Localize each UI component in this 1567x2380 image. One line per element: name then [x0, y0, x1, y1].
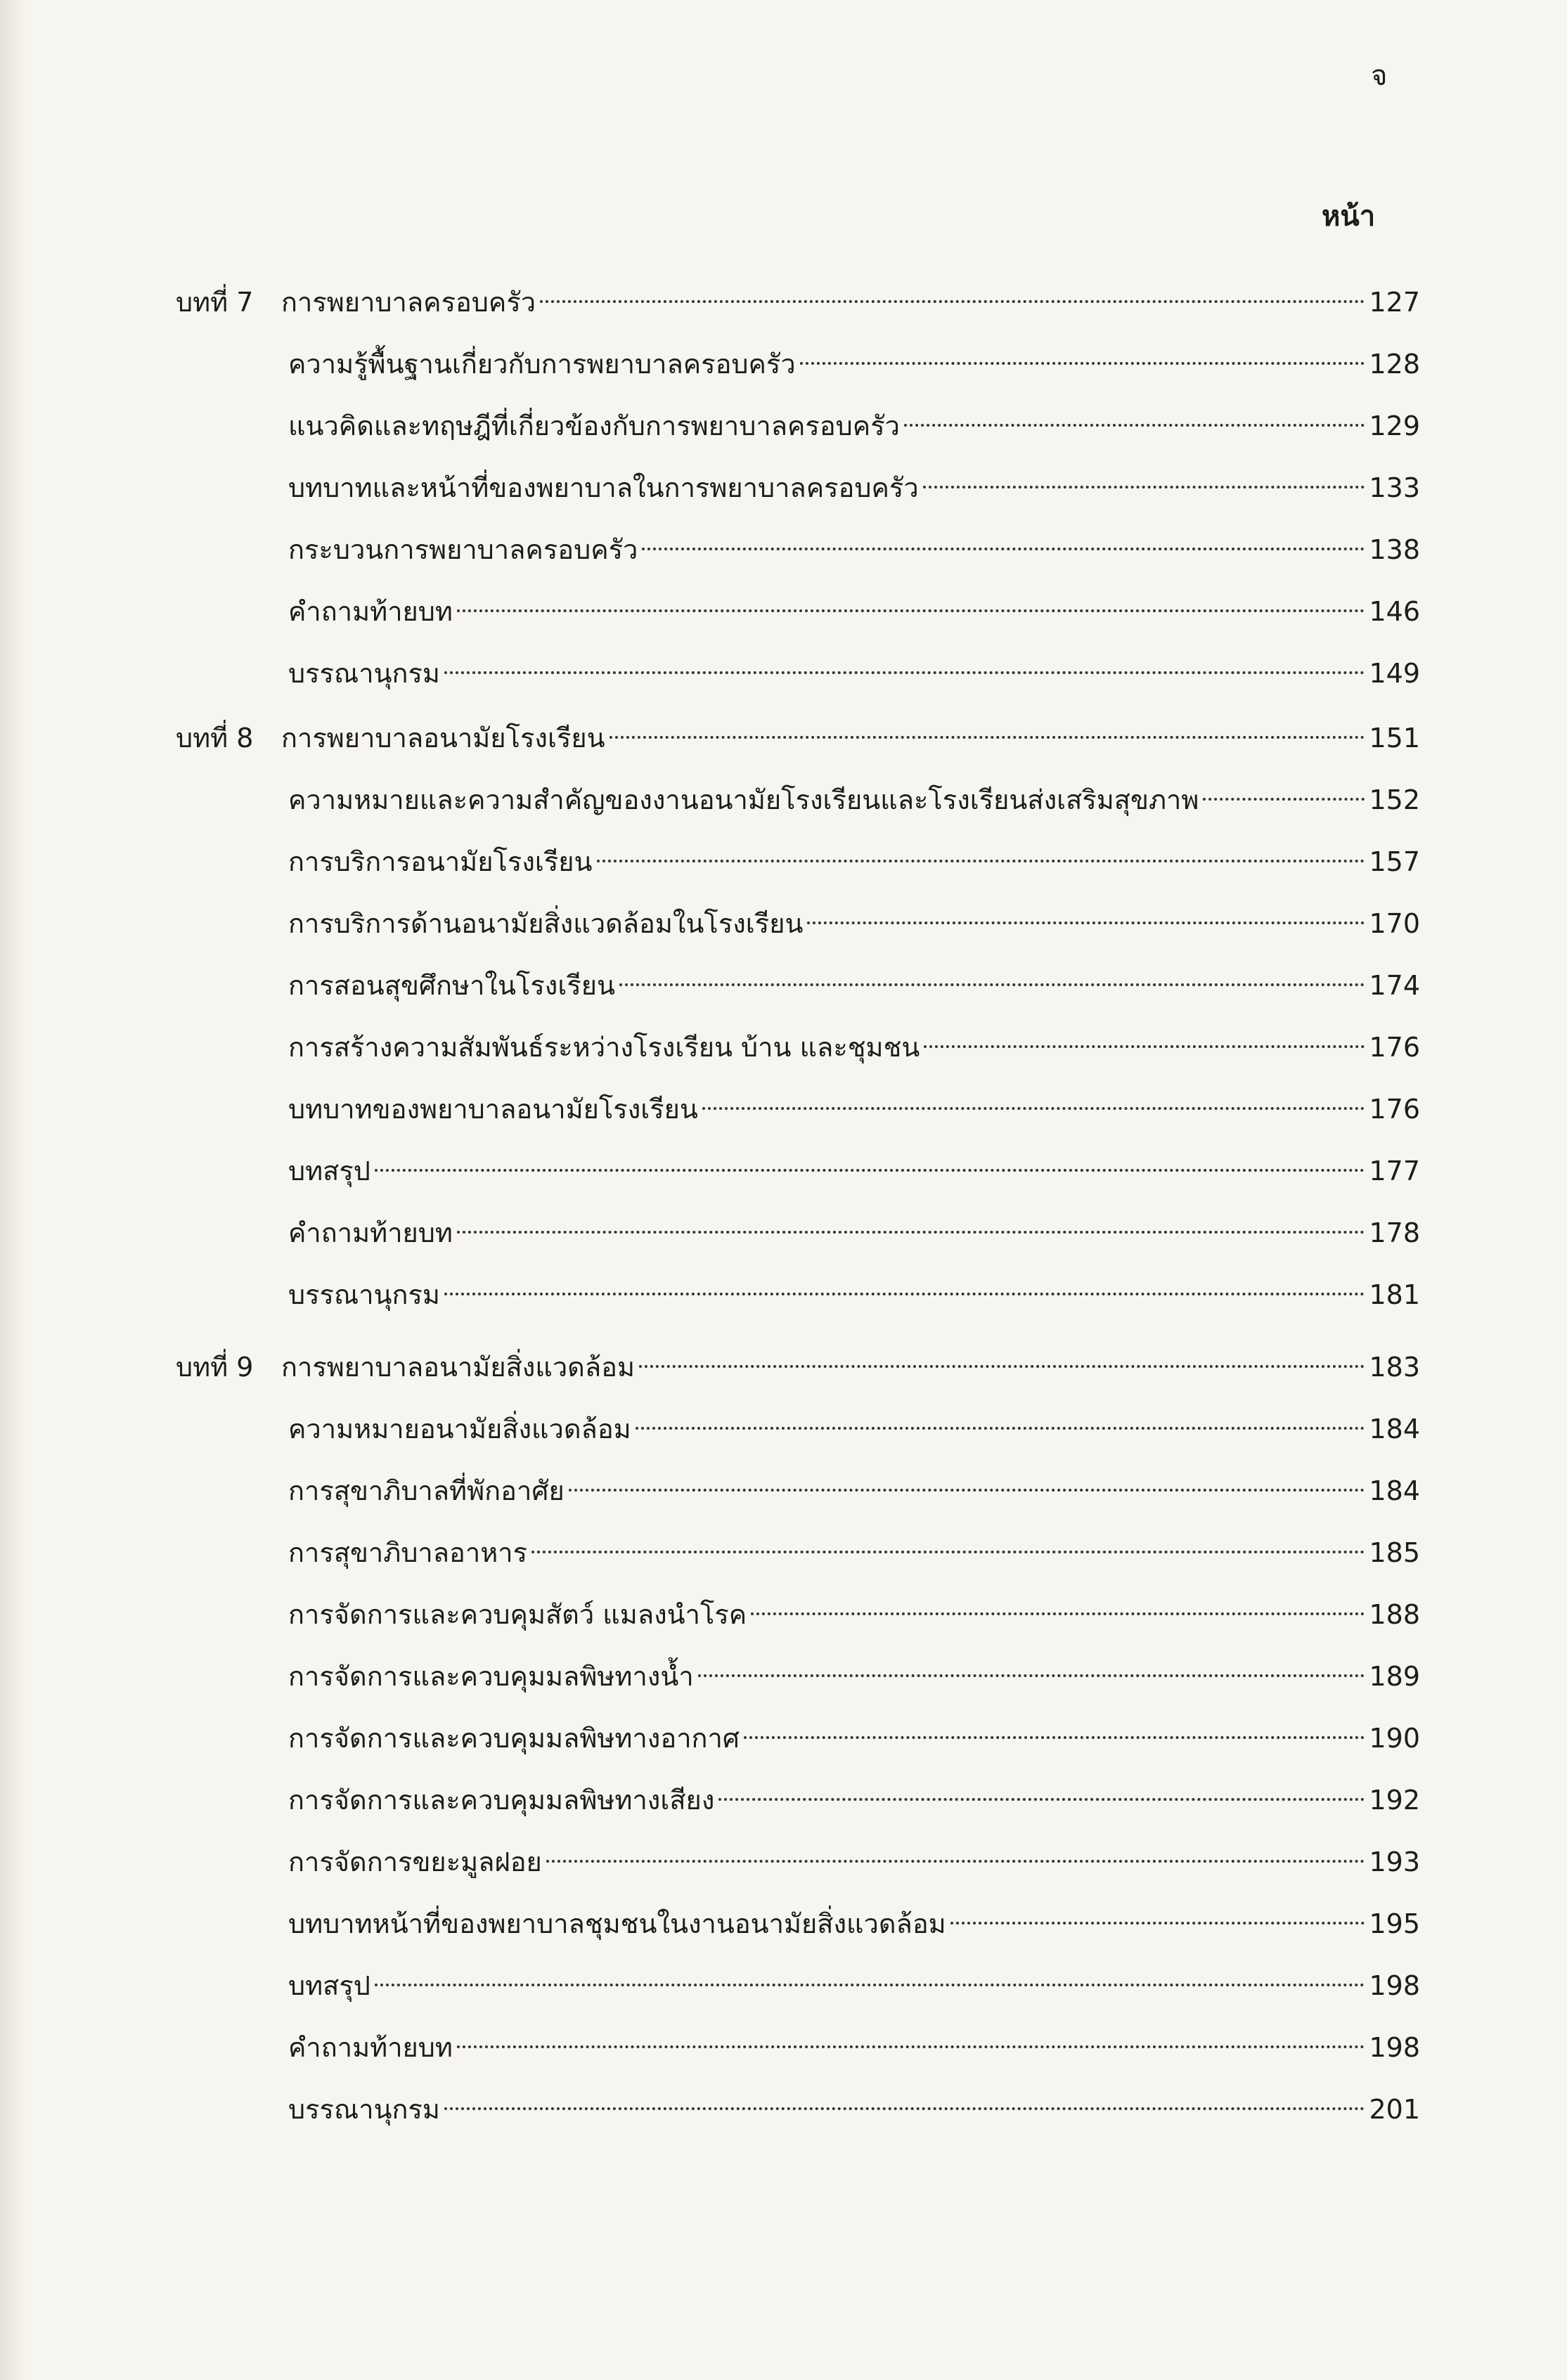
page-number: 184 — [1369, 1475, 1420, 1506]
toc-section-entry[interactable] — [176, 1026, 1420, 1088]
toc-section-entry[interactable] — [176, 652, 1420, 714]
section-title: การจัดการและควบคุมมลพิษทางอากาศ — [288, 1723, 740, 1754]
page-number: 149 — [1369, 658, 1420, 689]
section-title: การจัดการและควบคุมมลพิษทางน้ำ — [288, 1661, 694, 1692]
section-title: บทบาทและหน้าที่ของพยาบาลในการพยาบาลครอบครัว — [288, 472, 919, 503]
dot-leader — [923, 486, 1365, 489]
dot-leader — [375, 1984, 1365, 1986]
section-title: การจัดการขยะมูลฝอย — [288, 1847, 542, 1877]
toc-chapter — [176, 1346, 1420, 2150]
dot-leader — [744, 1736, 1365, 1739]
page-number: 189 — [1369, 1661, 1420, 1692]
toc-section-entry[interactable] — [176, 1470, 1420, 1532]
page-number: 183 — [1369, 1352, 1420, 1383]
chapter-title: การพยาบาลอนามัยสิ่งแวดล้อม — [281, 1352, 636, 1383]
dot-leader — [904, 424, 1365, 427]
section-title: การบริการอนามัยโรงเรียน — [288, 846, 593, 877]
page-column-header: หน้า — [1322, 200, 1376, 233]
toc-section-entry[interactable] — [176, 2088, 1420, 2150]
section-title: การสอนสุขศึกษาในโรงเรียน — [288, 970, 615, 1001]
toc-section-entry[interactable] — [176, 405, 1420, 467]
toc-section-entry[interactable] — [176, 1655, 1420, 1717]
page-number: 174 — [1369, 970, 1420, 1001]
dot-leader — [924, 1045, 1365, 1048]
page-number: 178 — [1369, 1217, 1420, 1248]
section-title: คำถามท้ายบท — [288, 2032, 453, 2063]
page-number: 138 — [1369, 534, 1420, 565]
toc-section-entry[interactable] — [176, 467, 1420, 529]
page-letter: จ — [1371, 60, 1388, 92]
dot-leader — [531, 1551, 1365, 1553]
section-title: ความหมายอนามัยสิ่งแวดล้อม — [288, 1414, 631, 1444]
toc-chapter-heading[interactable] — [176, 281, 1420, 343]
dot-leader — [540, 300, 1365, 303]
dot-leader — [444, 2107, 1365, 2110]
dot-leader — [457, 1231, 1365, 1234]
toc-section-entry[interactable] — [176, 1150, 1420, 1212]
dot-leader — [636, 1427, 1365, 1430]
section-title: การจัดการและควบคุมมลพิษทางเสียง — [288, 1785, 715, 1816]
toc-chapter — [176, 281, 1420, 714]
dot-leader — [1203, 798, 1365, 801]
toc-section-entry[interactable] — [176, 1593, 1420, 1655]
page-number: 201 — [1369, 2094, 1420, 2125]
page-number: 195 — [1369, 1908, 1420, 1939]
dot-leader — [597, 860, 1365, 862]
toc-section-entry[interactable] — [176, 1965, 1420, 2026]
page-edge-shadow — [0, 0, 25, 2380]
page-number: 176 — [1369, 1094, 1420, 1125]
section-title: คำถามท้ายบท — [288, 1217, 453, 1248]
dot-leader — [807, 921, 1365, 924]
page-number: 188 — [1369, 1599, 1420, 1630]
toc-section-entry[interactable] — [176, 841, 1420, 903]
page-number: 129 — [1369, 410, 1420, 441]
dot-leader — [619, 983, 1365, 986]
toc-section-entry[interactable] — [176, 1903, 1420, 1965]
section-title: ความหมายและความสำคัญของงานอนามัยโรงเรียนและโรงเรียนส่งเสริมสุขภาพ — [288, 784, 1199, 815]
toc-section-entry[interactable] — [176, 1717, 1420, 1779]
section-title: บรรณานุกรม — [288, 1279, 440, 1310]
toc-section-entry[interactable] — [176, 1841, 1420, 1903]
section-title: การบริการด้านอนามัยสิ่งแวดล้อมในโรงเรียน — [288, 908, 804, 939]
chapter-title: การพยาบาลอนามัยโรงเรียน — [281, 723, 605, 754]
toc-section-entry[interactable] — [176, 1408, 1420, 1470]
page-number: 128 — [1369, 349, 1420, 380]
chapter-number: บทที่ 8 — [176, 723, 254, 754]
section-title: กระบวนการพยาบาลครอบครัว — [288, 534, 638, 565]
dot-leader — [444, 1293, 1365, 1295]
section-title: บรรณานุกรม — [288, 2094, 440, 2125]
toc-section-entry[interactable] — [176, 1212, 1420, 1274]
dot-leader — [569, 1489, 1365, 1492]
page-number: 185 — [1369, 1537, 1420, 1568]
section-title: คำถามท้ายบท — [288, 596, 453, 627]
toc-section-entry[interactable] — [176, 1532, 1420, 1593]
section-title: บทบาทของพยาบาลอนามัยโรงเรียน — [288, 1094, 698, 1125]
dot-leader — [702, 1107, 1365, 1110]
section-title: การจัดการและควบคุมสัตว์ แมลงนำโรค — [288, 1599, 747, 1630]
page-number: 157 — [1369, 846, 1420, 877]
dot-leader — [444, 671, 1365, 674]
section-title: ความรู้พื้นฐานเกี่ยวกับการพยาบาลครอบครัว — [288, 349, 796, 380]
section-title: การสุขาภิบาลอาหาร — [288, 1537, 528, 1568]
dot-leader — [642, 548, 1365, 550]
page-number: 151 — [1369, 723, 1420, 754]
dot-leader — [639, 1365, 1365, 1368]
chapter-title: การพยาบาลครอบครัว — [281, 287, 536, 318]
dot-leader — [950, 1922, 1365, 1925]
toc-chapter-heading[interactable] — [176, 1346, 1420, 1408]
page-number: 176 — [1369, 1032, 1420, 1063]
page-number: 190 — [1369, 1723, 1420, 1754]
chapter-number: บทที่ 9 — [176, 1352, 254, 1383]
dot-leader — [457, 609, 1365, 612]
dot-leader — [457, 2045, 1365, 2048]
page-number: 133 — [1369, 472, 1420, 503]
toc-section-entry[interactable] — [176, 529, 1420, 590]
dot-leader — [546, 1860, 1365, 1863]
toc-section-entry[interactable] — [176, 343, 1420, 405]
dot-leader — [610, 736, 1365, 739]
dot-leader — [698, 1674, 1365, 1677]
toc-section-entry[interactable] — [176, 2026, 1420, 2088]
section-title: บรรณานุกรม — [288, 658, 440, 689]
toc-chapter — [176, 717, 1420, 1335]
toc-chapter-heading[interactable] — [176, 717, 1420, 779]
section-title: บทบาทหน้าที่ของพยาบาลชุมชนในงานอนามัยสิ่งแวดล้อม — [288, 1908, 946, 1939]
toc-section-entry[interactable] — [176, 1088, 1420, 1150]
page-number: 181 — [1369, 1279, 1420, 1310]
toc-section-entry[interactable] — [176, 1274, 1420, 1335]
section-title: บทสรุป — [288, 1970, 370, 2001]
toc-section-entry[interactable] — [176, 1779, 1420, 1841]
page-number: 184 — [1369, 1414, 1420, 1444]
dot-leader — [375, 1169, 1365, 1172]
page-number: 170 — [1369, 908, 1420, 939]
chapter-number: บทที่ 7 — [176, 287, 254, 318]
page-number: 146 — [1369, 596, 1420, 627]
page-number: 193 — [1369, 1847, 1420, 1877]
dot-leader — [718, 1798, 1365, 1801]
dot-leader — [751, 1612, 1365, 1615]
toc-section-entry[interactable] — [176, 590, 1420, 652]
page-number: 198 — [1369, 2032, 1420, 2063]
page-number: 127 — [1369, 287, 1420, 318]
section-title: การสร้างความสัมพันธ์ระหว่างโรงเรียน บ้าน และชุมชน — [288, 1032, 920, 1063]
page-number: 198 — [1369, 1970, 1420, 2001]
toc-section-entry[interactable] — [176, 903, 1420, 964]
page-number: 192 — [1369, 1785, 1420, 1816]
page-number: 177 — [1369, 1156, 1420, 1186]
toc-section-entry[interactable] — [176, 779, 1420, 841]
page-number: 152 — [1369, 784, 1420, 815]
section-title: แนวคิดและทฤษฎีที่เกี่ยวข้องกับการพยาบาลครอบครัว — [288, 410, 900, 441]
dot-leader — [800, 362, 1365, 365]
section-title: บทสรุป — [288, 1156, 370, 1186]
section-title: การสุขาภิบาลที่พักอาศัย — [288, 1475, 565, 1506]
toc-section-entry[interactable] — [176, 964, 1420, 1026]
